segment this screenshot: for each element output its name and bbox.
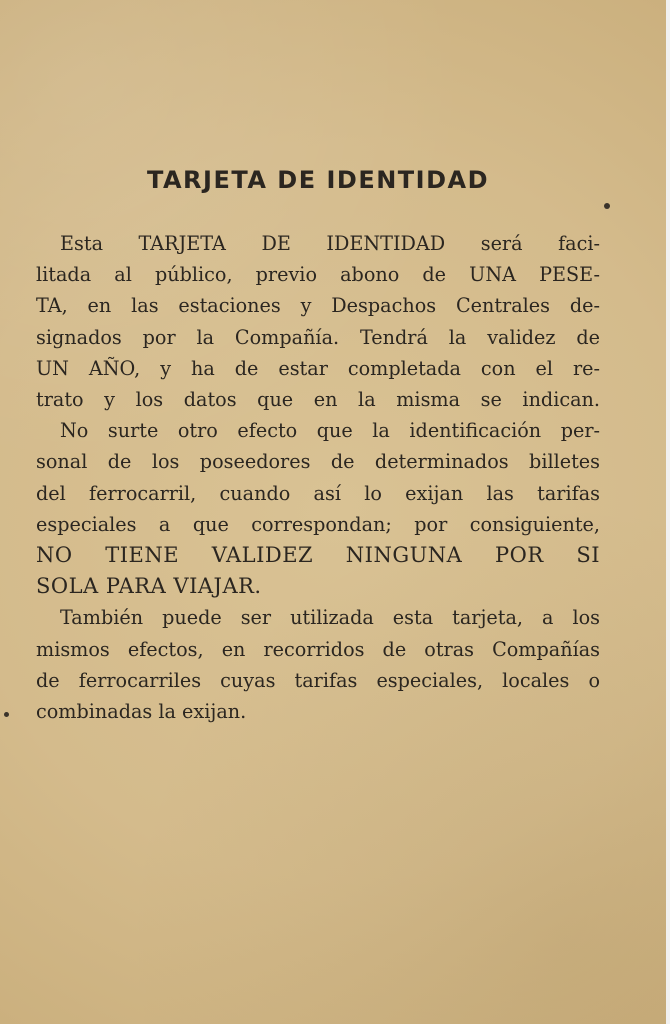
text-line: sonal de los poseedores de determinados billetes — [36, 450, 600, 474]
text-line-emphasis: NO TIENE VALIDEZ NINGUNA POR SI — [36, 543, 600, 568]
text-line: litada al público, previo abono de UNA PESE- — [36, 263, 600, 287]
text-line: trato y los datos que en la misma se indican. — [36, 388, 600, 412]
text-line: signados por la Compañía. Tendrá la validez de — [36, 325, 600, 349]
card-body-text — [36, 228, 600, 727]
paper-speck — [604, 203, 610, 209]
text-line: combinadas la exijan. — [36, 700, 247, 724]
paper-speck — [4, 712, 9, 717]
text-line: TA, en las estaciones y Despachos Centrales de- — [36, 294, 600, 318]
text-line: de ferrocarriles cuyas tarifas especiales, locales o — [36, 668, 600, 692]
text-line: UN AÑO, y ha de estar completada con el re- — [36, 356, 600, 380]
text-line: Esta TARJETA DE IDENTIDAD será faci- — [60, 232, 600, 255]
card-title: TARJETA DE IDENTIDAD — [146, 166, 490, 194]
text-line: del ferrocarril, cuando así lo exijan las tarifas — [36, 481, 600, 505]
text-line-emphasis: SOLA PARA VIAJAR. — [36, 574, 262, 599]
text-line: También puede ser utilizada esta tarjeta, a los — [60, 606, 600, 630]
text-line: especiales a que correspondan; por consiguiente, — [36, 512, 600, 536]
text-line: mismos efectos, en recorridos de otras Compañías — [36, 637, 600, 661]
text-line: No surte otro efecto que la identificación per- — [60, 419, 600, 443]
